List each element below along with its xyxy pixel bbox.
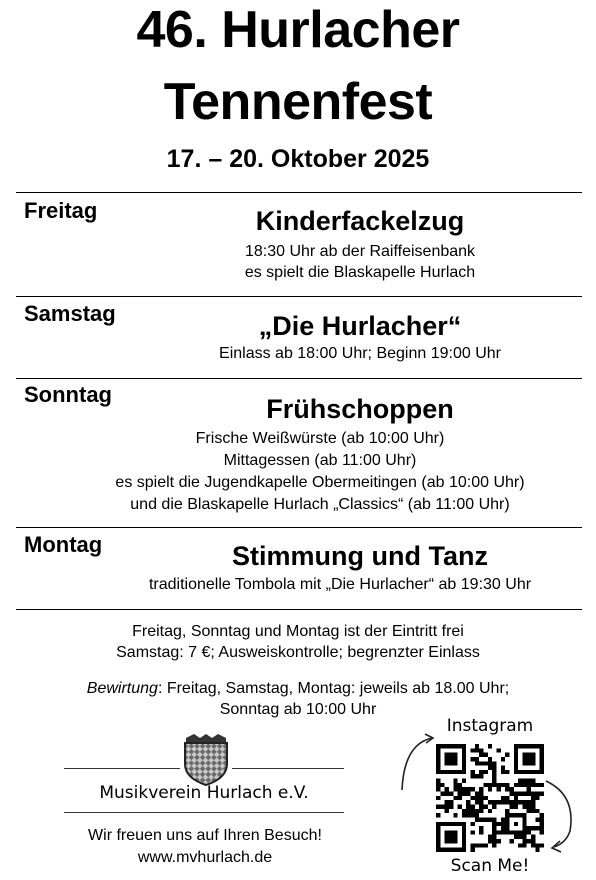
qr-code-icon[interactable] — [436, 744, 544, 852]
event-detail: es spielt die Jugendkapelle Obermeitingen (ab 10:00 Uhr) — [115, 474, 525, 491]
entry-info-line: Freitag, Sonntag und Montag ist der Eintritt frei — [132, 623, 464, 640]
event-detail: Einlass ab 18:00 Uhr; Beginn 19:00 Uhr — [219, 345, 501, 362]
entry-info-line: Samstag: 7 €; Ausweiskontrolle; begrenzter Einlass — [116, 644, 480, 661]
club-name: Musikverein Hurlach e.V. — [99, 783, 309, 803]
event-title-friday: Kinderfackelzug — [255, 206, 465, 236]
divider — [16, 378, 582, 379]
divider — [16, 296, 582, 297]
arrow-icon-left — [392, 730, 442, 800]
divider — [16, 192, 582, 193]
greeting: Wir freuen uns auf Ihren Besuch! — [88, 827, 322, 844]
arrow-icon-right — [540, 775, 585, 855]
event-title-sunday: Frühschoppen — [266, 394, 454, 424]
website-link[interactable]: www.mvhurlach.de — [137, 849, 273, 866]
catering-line: Sonntag ab 10:00 Uhr — [219, 701, 377, 718]
event-title-monday: Stimmung und Tanz — [232, 541, 488, 571]
day-label-saturday: Samstag — [24, 301, 116, 326]
day-label-sunday: Sonntag — [24, 382, 112, 407]
day-label-friday: Freitag — [24, 198, 98, 223]
event-detail: und die Blaskapelle Hurlach „Classics“ (ab 11:00 Uhr) — [130, 496, 510, 513]
event-dates: 17. – 20. Oktober 2025 — [166, 145, 430, 173]
event-detail: 18:30 Uhr ab der Raiffeisenbank — [244, 243, 476, 260]
event-title-saturday: „Die Hurlacher“ — [258, 311, 462, 341]
page-title-line-2: Tennenfest — [163, 73, 433, 131]
catering-line — [0, 679, 596, 699]
logo-rule-left — [64, 768, 180, 769]
page-title-line-1: 46. Hurlacher — [136, 1, 460, 59]
divider — [16, 527, 582, 528]
catering-times: : Freitag, Samstag, Montag: jeweils ab 18.00 Uhr; — [157, 680, 510, 697]
event-detail: Frische Weißwürste (ab 10:00 Uhr) — [195, 430, 445, 447]
event-detail: Mittagessen (ab 11:00 Uhr) — [223, 452, 417, 469]
logo-rule-right — [232, 768, 344, 769]
qr-label-instagram: Instagram — [446, 716, 534, 736]
catering-label: Bewirtung — [86, 680, 158, 697]
logo-rule-bottom — [64, 812, 344, 813]
event-detail: traditionelle Tombola mit „Die Hurlacher“ ab 19:30 Uhr — [148, 576, 532, 593]
club-crest-icon — [180, 732, 232, 786]
qr-label-scan: Scan Me! — [450, 856, 530, 876]
divider — [16, 609, 582, 610]
day-label-monday: Montag — [24, 532, 103, 557]
event-detail: es spielt die Blaskapelle Hurlach — [244, 264, 476, 281]
